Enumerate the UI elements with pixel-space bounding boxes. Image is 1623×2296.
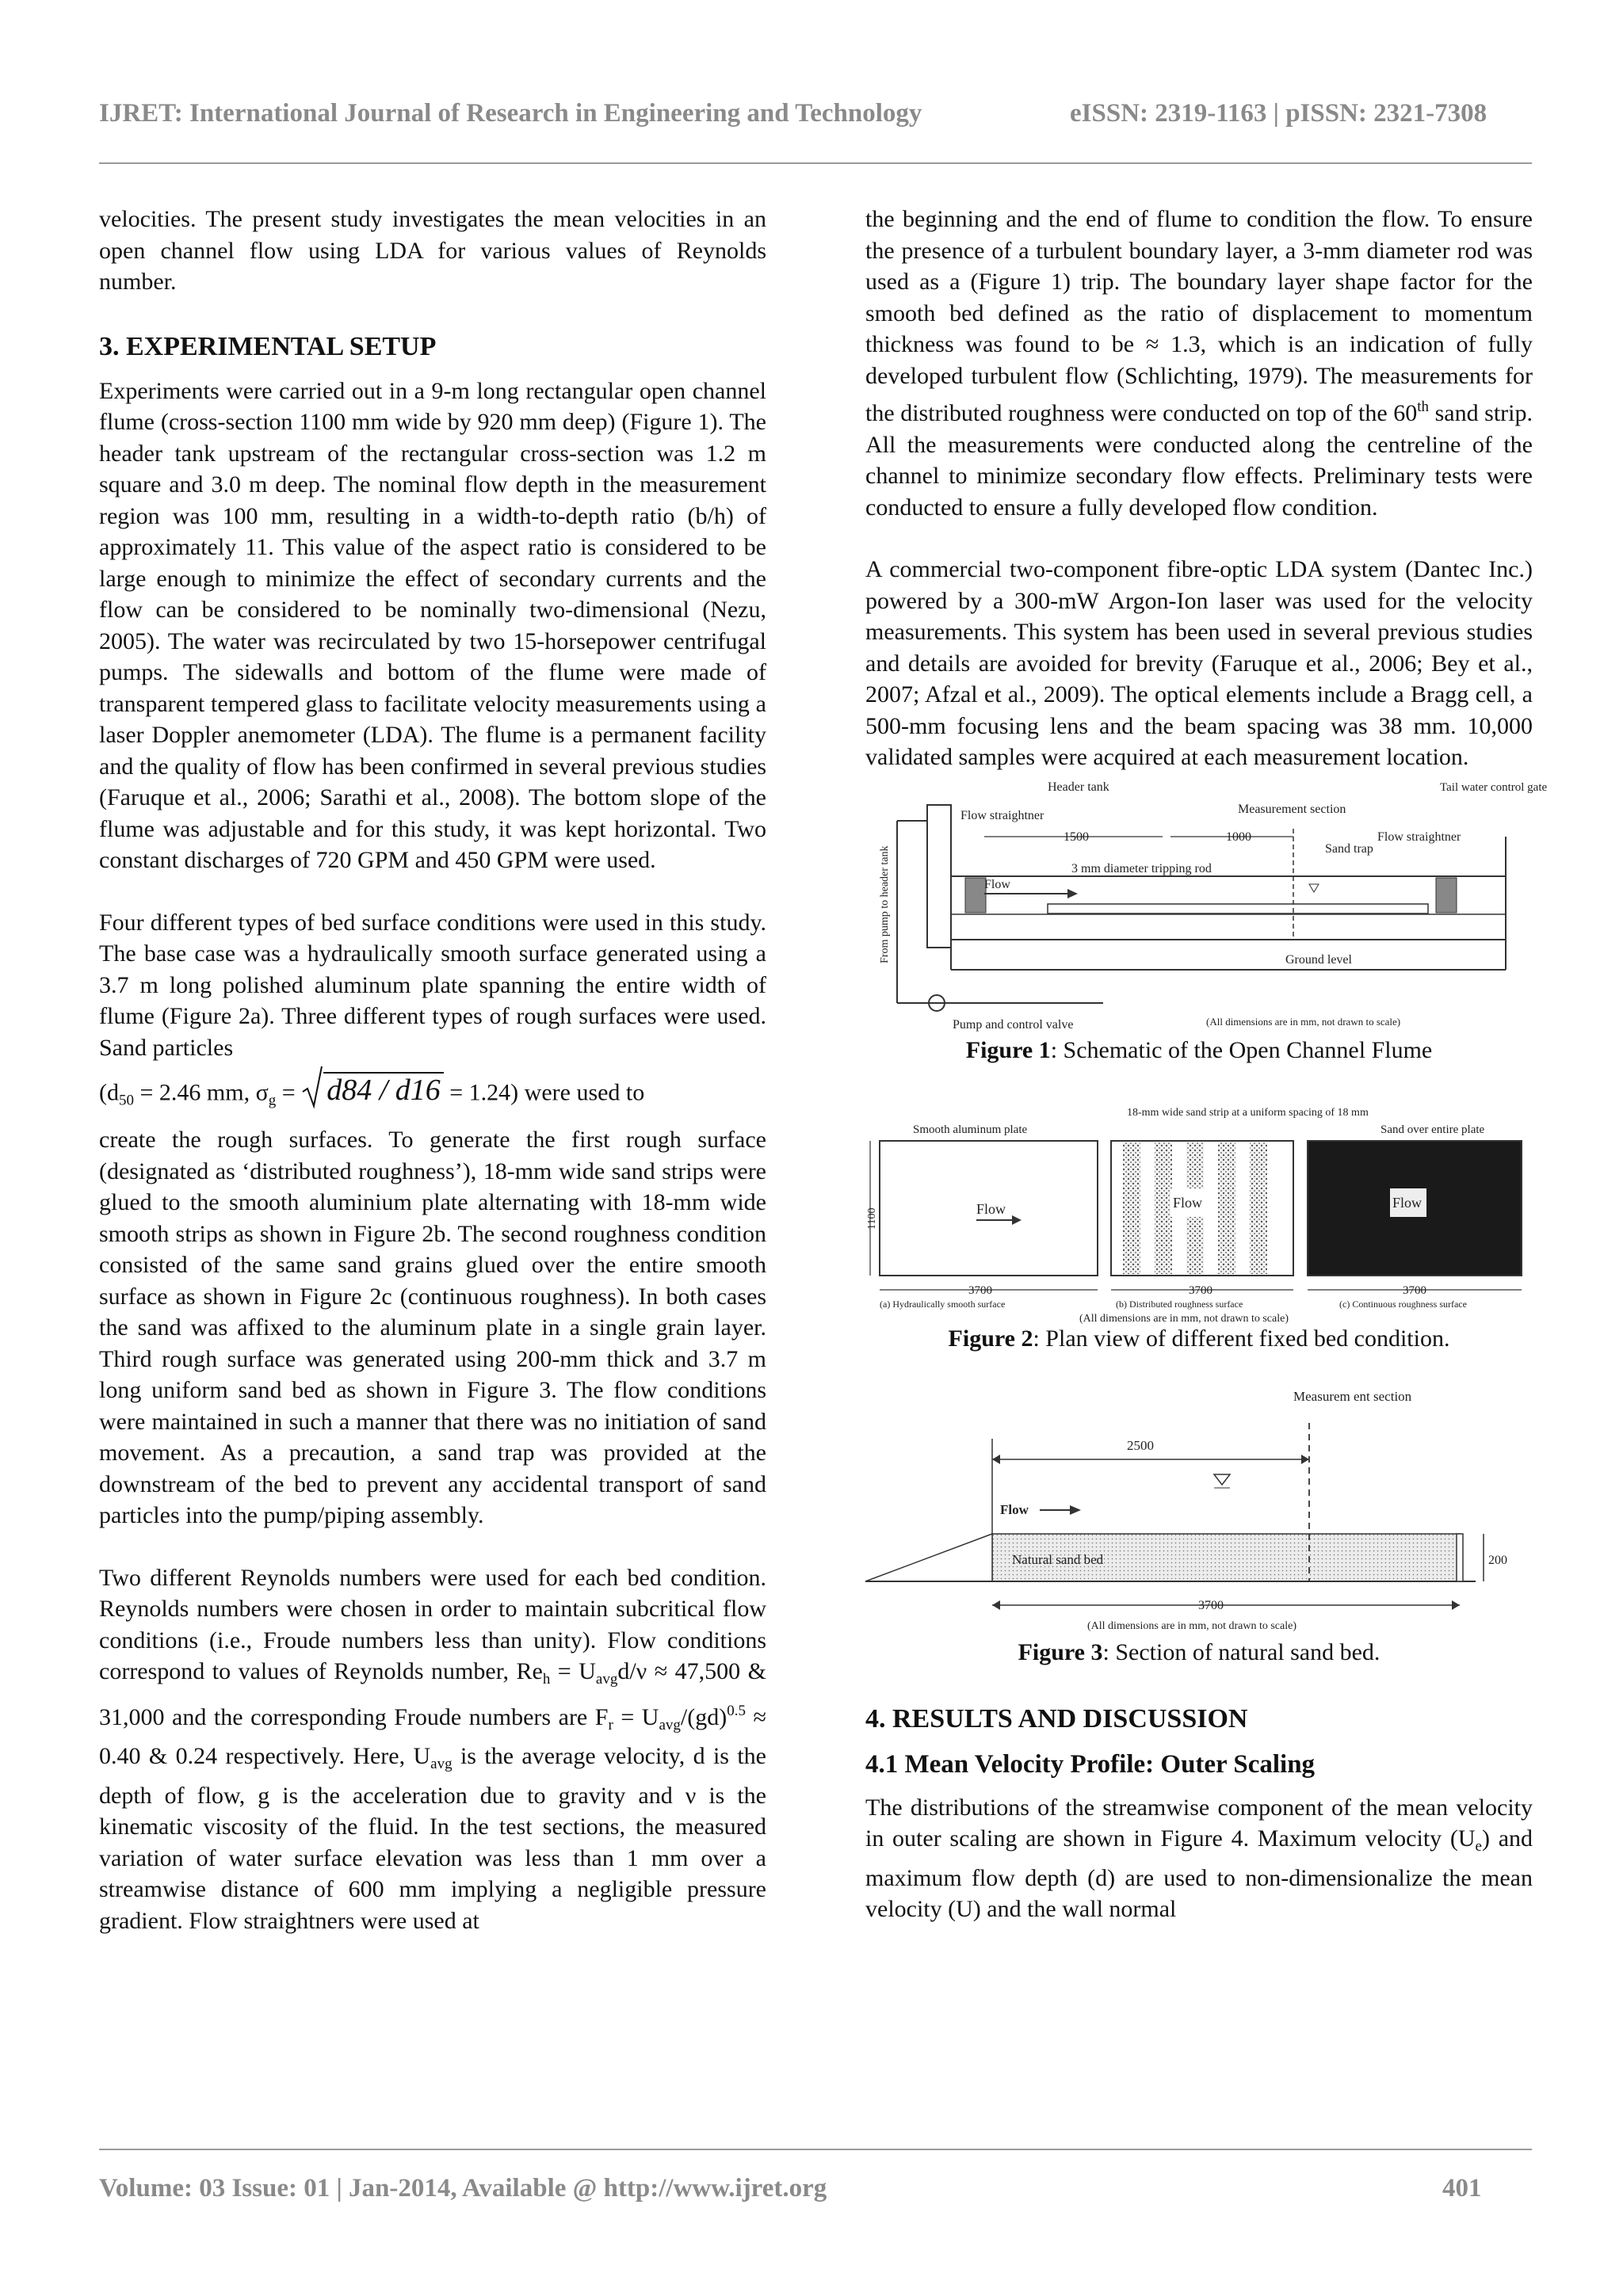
fig2-dim-3700-a: 3700 bbox=[968, 1283, 992, 1297]
fig1-tripping-rod: 3 mm diameter tripping rod bbox=[1071, 861, 1212, 875]
fig3-measurement-section: Measurem ent section bbox=[1293, 1388, 1412, 1404]
sqrt-radicand: d84 / d16 bbox=[323, 1072, 444, 1107]
page-number: 401 bbox=[1442, 2174, 1482, 2203]
fig3-dim-3700: 3700 bbox=[1198, 1598, 1224, 1612]
paragraph: create the rough surfaces. To generate the first rough surface (designated as ‘distributed roughness’), 18-mm wide sand strips were glued to the smooth aluminium plate alternating with 18-mm wide smooth strips as shown in Figure 2b. The second roughness condition consisted of the same sand grains glued over the entire smooth surface as shown in Figure 2c (continuous roughness). In both cases the sand was affixed to the aluminum plate in a single grain layer. Third rough surface was generated using 200-mm thick and 3.7 m long uniform sand bed as shown in Figure 3. The flow conditions were maintained in such a manner that there was no initiation of sand movement. As a precaution, a sand trap was provided at the downstream of the bed to prevent any accidental transport of sand particles into the pump/piping assembly. bbox=[99, 1127, 766, 1528]
fig1-dim-1500: 1500 bbox=[1064, 830, 1089, 844]
figure-1-drawing bbox=[865, 773, 1548, 1035]
fig1-dim-1000: 1000 bbox=[1226, 830, 1251, 844]
figure-2 bbox=[865, 1101, 1533, 1355]
fig1-ground-level: Ground level bbox=[1285, 952, 1352, 967]
flume-body bbox=[951, 876, 1506, 940]
fig2-dim-3700-c: 3700 bbox=[1403, 1283, 1426, 1297]
paragraph: velocities. The present study investigates the mean velocities in an open channel flow using LDA for various values of Reynolds number. bbox=[99, 206, 766, 295]
issn-text: eISSN: 2319-1163 | pISSN: 2321-7308 bbox=[1070, 99, 1487, 128]
paragraph: the beginning and the end of flume to condition the flow. To ensure the presence of a turbulent boundary layer, a 3-mm diameter rod was used as a (Figure 1) trip. The boundary layer shape factor for the smooth bed defined as the ratio of displacement to momentum thickness was found to be ≈ 1.3, which is an indication of fully developed turbulent flow (Schlichting, 1979). The measurements for the distributed roughness were conducted on top of the 60th sand strip. All the measurements were conducted along the centreline of the channel to minimize secondary flow effects. Preliminary tests were conducted to ensure a fully developed flow condition. bbox=[865, 206, 1533, 521]
flow-straightner-right-shape bbox=[1436, 878, 1457, 913]
fig1-measurement-section: Measurement section bbox=[1238, 802, 1346, 816]
figure-2-drawing bbox=[865, 1101, 1533, 1323]
figure-3-drawing bbox=[865, 1383, 1533, 1637]
fig3-note: (All dimensions are in mm, not drawn to scale) bbox=[1087, 1619, 1296, 1632]
section-heading-3: 3. EXPERIMENTAL SETUP bbox=[99, 331, 437, 361]
fig1-tail-water: Tail water control gate bbox=[1440, 780, 1548, 794]
figure-3-caption: Figure 3: Section of natural sand bed. bbox=[1018, 1638, 1381, 1665]
subsection-heading-4-1: 4.1 Mean Velocity Profile: Outer Scaling bbox=[865, 1749, 1316, 1779]
paragraph: Experiments were carried out in a 9-m long rectangular open channel flume (cross-section 1100 mm wide by 920 mm deep) (Figure 1). The header tank upstream of the rectangular cross-section was 1.2 m square and 3.0 m deep. The nominal flow depth in the measurement region was 100 mm, resulting in a width-to-depth ratio (b/h) of approximately 11. This value of the aspect ratio is considered to be large enough to minimize the effect of secondary currents and the flow can be considered to be nominally two-dimensional (Nezu, 2005). The water was recirculated by two 15-horsepower centrifugal pumps. The sidewalls and bottom of the flume were made of transparent tempered glass to facilitate velocity measurements using a laser Doppler anemometer (LDA). The flume is a permanent facility and the quality of flow has been confirmed in several previous studies (Faruque et al., 2006; Sarathi et al., 2008). The bottom slope of the flume was adjustable and for this study, it was kept horizontal. Two constant discharges of 720 GPM and 450 GPM were used. bbox=[99, 377, 766, 873]
fig1-pump-valve: Pump and control valve bbox=[953, 1017, 1074, 1032]
flume-bed-plate bbox=[1048, 904, 1428, 913]
fig3-flow: Flow bbox=[1000, 1501, 1029, 1517]
figure-1-caption: Figure 1: Schematic of the Open Channel Flume bbox=[965, 1036, 1433, 1063]
fig2-sand-plate: Sand over entire plate bbox=[1381, 1123, 1485, 1136]
right-column bbox=[865, 204, 1548, 1925]
fig2-cap-c: (c) Continuous roughness surface bbox=[1339, 1298, 1467, 1310]
left-column bbox=[99, 204, 766, 1936]
water-surface-symbol bbox=[1214, 1474, 1230, 1485]
fig2-note: (All dimensions are in mm, not drawn to scale) bbox=[1079, 1312, 1289, 1325]
fig2-dim-3700-b: 3700 bbox=[1189, 1283, 1212, 1297]
paragraph: Four different types of bed surface conditions were used in this study. The base case was a hydraulically smooth surface generated using a 3.7 m long polished aluminum plate spanning the entire width of flume (Figure 2a). Three different types of rough surfaces were used. Sand particles bbox=[99, 909, 766, 1061]
sqrt-symbol bbox=[301, 1065, 323, 1124]
figure-3 bbox=[865, 1383, 1533, 1669]
fig2-dim-1100: 1100 bbox=[866, 1207, 878, 1230]
figure-2-caption: Figure 2: Plan view of different fixed bed condition. bbox=[948, 1325, 1450, 1352]
fig1-pump-label: From pump to header tank bbox=[879, 845, 891, 963]
figure-1 bbox=[865, 773, 1548, 1066]
fig3-dim-200: 200 bbox=[1488, 1553, 1507, 1567]
fig1-flow-straightner-left: Flow straightner bbox=[960, 808, 1044, 822]
fig3-dim-2500: 2500 bbox=[1127, 1437, 1154, 1453]
fig1-flow-straightner-right: Flow straightner bbox=[1377, 830, 1461, 844]
fig3-sand-bed: Natural sand bed bbox=[1012, 1551, 1104, 1567]
footer-volume: Volume: 03 Issue: 01 | Jan-2014, Available @ http://www.ijret.org bbox=[99, 2174, 827, 2203]
journal-title: IJRET: International Journal of Research in Engineering and Technology bbox=[99, 99, 922, 128]
equation-line: ($d_{50} = 2.46$ mm, $\sigma_g = d84 / d16 = 1.24$) were used to bbox=[99, 1065, 766, 1124]
fig2-flow-c: Flow bbox=[1392, 1194, 1423, 1211]
fig2-flow-b: Flow bbox=[1173, 1194, 1203, 1211]
paragraph: The distributions of the streamwise component of the mean velocity in outer scaling are shown in Figure 4. Maximum velocity $(U_e)$ and maximum flow depth (d) are used to non-dimensionalize the mean velocity (U) and the wall normal bbox=[865, 1794, 1533, 1922]
water-surface-symbol bbox=[1309, 884, 1319, 892]
fig2-cap-b: (b) Distributed roughness surface bbox=[1116, 1298, 1243, 1310]
footer-rule bbox=[99, 2149, 1532, 2150]
fig1-note: (All dimensions are in mm, not drawn to scale) bbox=[1206, 1015, 1401, 1028]
paragraph: Two different Reynolds numbers were used for each bed condition. Reynolds numbers were chosen in order to maintain subcritical flow conditions (i.e., Froude numbers less than unity). Flow conditions correspond to values of Reynolds number, $Re_h = U_{avg}d/\nu \approx 47,500$ & 31,000 and the corresponding Froude numbers are $F_r = U_{avg}/(gd)^{0.5} \approx 0.40$ & 0.24 respectively. Here, $U_{avg}$ is the average velocity, d is the depth of flow, g is the acceleration due to gravity and ν is the kinematic viscosity of the fluid. In the test sections, the measured variation of water surface elevation was less than 1 mm over a streamwise distance of 600 mm implying a negligible pressure gradient. Flow straightners were used at bbox=[99, 1564, 767, 1934]
fig1-flow: Flow bbox=[984, 877, 1010, 891]
section-heading-4: 4. RESULTS AND DISCUSSION bbox=[865, 1703, 1248, 1733]
fig2-flow-a: Flow bbox=[976, 1200, 1006, 1217]
paragraph: A commercial two-component fibre-optic LDA system (Dantec Inc.) powered by a 300-mW Argon-Ion laser was used for the velocity measurements. This system has been used in several previous studies and details are avoided for brevity (Faruque et al., 2006; Bey et al., 2007; Afzal et al., 2009). The optical elements include a Bragg cell, a 500-mm focusing lens and the beam spacing was 38 mm. 10,000 validated samples were acquired at each measurement location. bbox=[865, 556, 1533, 770]
fig1-header-tank: Header tank bbox=[1048, 780, 1109, 794]
fig2-smooth-plate: Smooth aluminum plate bbox=[913, 1123, 1028, 1136]
header-tank-shape bbox=[927, 805, 951, 948]
ramp-shape bbox=[865, 1534, 992, 1581]
header-rule bbox=[99, 162, 1532, 164]
fig2-cap-a: (a) Hydraulically smooth surface bbox=[880, 1298, 1006, 1310]
fig1-sand-trap: Sand trap bbox=[1325, 841, 1373, 856]
flow-straightner-left-shape bbox=[965, 878, 986, 913]
fig2-strip-note: 18-mm wide sand strip at a uniform spacing of 18 mm bbox=[1127, 1106, 1369, 1119]
